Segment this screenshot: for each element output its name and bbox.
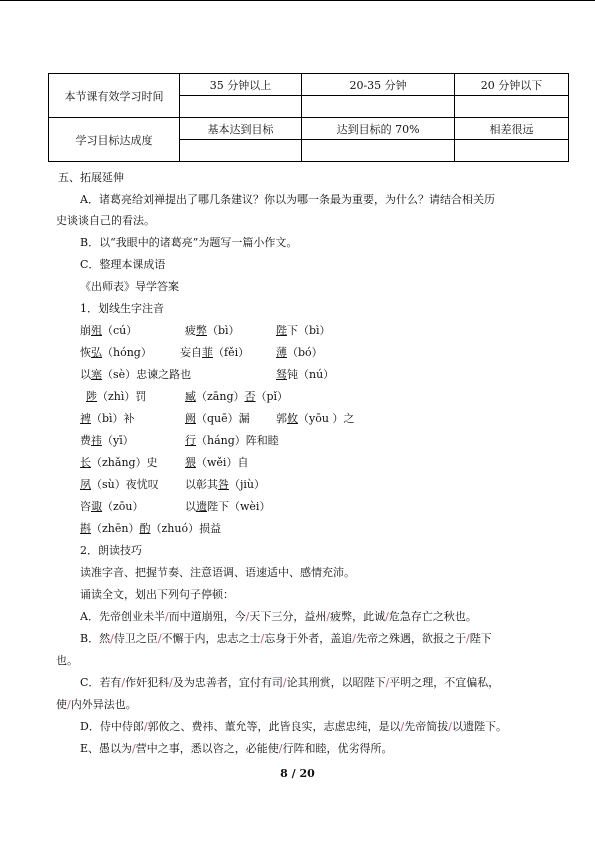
table-cell: 相差很远 bbox=[455, 118, 569, 140]
table-row-label: 学习目标达成度 bbox=[49, 118, 180, 162]
reading-instruction: 诵读全文，划出下列句子停顿： bbox=[80, 588, 234, 601]
table-cell: 20-35 分钟 bbox=[302, 74, 455, 96]
pinyin-item: 行（háng）阵和睦 bbox=[185, 434, 279, 447]
table-cell-empty bbox=[180, 140, 302, 162]
answer-title: 《出师表》导学答案 bbox=[80, 280, 179, 293]
table-cell: 达到目标的 70% bbox=[302, 118, 455, 140]
question-a-line2: 史谈谈自己的看法。 bbox=[56, 214, 155, 227]
table-row bbox=[49, 118, 569, 140]
pinyin-item: 以遗陛下（wèi） bbox=[185, 500, 271, 513]
pinyin-item: 驽钝（nú） bbox=[276, 368, 335, 381]
table-cell: 基本达到目标 bbox=[180, 118, 302, 140]
reading-tip: 读准字音、把握节奏、注意语调、语速适中、感情充沛。 bbox=[80, 566, 355, 579]
sentence-b: B．然/侍卫之臣/不懈于内，忠志之士/忘身于外者，盖追/先帝之殊遇，欲报之于/陛下 bbox=[80, 632, 492, 645]
part1-title: 1．划线生字注音 bbox=[80, 302, 164, 315]
page-top-border bbox=[0, 0, 595, 1]
pinyin-item: 恢弘（hóng） bbox=[80, 346, 152, 359]
pinyin-item: 妄自菲（fěi） bbox=[180, 346, 250, 359]
table-cell: 20 分钟以下 bbox=[455, 74, 569, 96]
table-row bbox=[49, 74, 569, 96]
part2-title: 2．朗读技巧 bbox=[80, 544, 142, 557]
evaluation-table bbox=[48, 73, 569, 162]
pinyin-item: 臧（zāng）否（pǐ） bbox=[185, 390, 289, 403]
table-cell-empty bbox=[180, 96, 302, 118]
pinyin-item: 疲弊（bì） bbox=[185, 324, 240, 337]
table-cell-empty bbox=[455, 96, 569, 118]
sentence-c: C．若有/作奸犯科/及为忠善者，宜付有司/论其刑赏，以昭陛下/平明之理，不宜偏私， bbox=[80, 676, 500, 689]
sentence-a: A．先帝创业未半/而中道崩殂，今/天下三分，益州/疲弊，此诚/危急存亡之秋也。 bbox=[80, 610, 477, 623]
section-title: 五、拓展延伸 bbox=[58, 171, 124, 184]
question-c: C．整理本课成语 bbox=[80, 258, 166, 271]
pinyin-item: 薄（bó） bbox=[276, 346, 323, 359]
table-cell-empty bbox=[455, 140, 569, 162]
question-b: B．以“我眼中的诸葛亮”为题写一篇小作文。 bbox=[80, 236, 298, 249]
sentence-d: D．侍中侍郎/郭攸之、费祎、董允等，此皆良实，志虑忠纯，是以/先帝简拔/以遗陛下。 bbox=[80, 720, 507, 733]
pinyin-item: 猥（wěi）自 bbox=[185, 456, 249, 469]
pinyin-item: 长（zhǎng）史 bbox=[80, 456, 158, 469]
pinyin-item: 以彰其咎（jiù） bbox=[185, 478, 266, 491]
pinyin-item: 崩殂（cú） bbox=[80, 324, 138, 337]
page-number: 8 / 20 bbox=[280, 767, 315, 780]
table-cell-empty bbox=[302, 96, 455, 118]
sentence-e: E、愚以为/营中之事，悉以咨之，必能使/行阵和睦，优劣得所。 bbox=[80, 742, 393, 755]
question-a-line1: A．诸葛亮给刘禅提出了哪几条建议？你以为哪一条最为重要，为什么？请结合相关历 bbox=[80, 193, 495, 206]
pinyin-item: 夙（sù）夜忧叹 bbox=[80, 478, 159, 491]
pinyin-item: 费祎（yī） bbox=[80, 434, 134, 447]
pinyin-item: 咨诹（zōu） bbox=[80, 500, 144, 513]
table-cell-empty bbox=[302, 140, 455, 162]
table-row-label: 本节课有效学习时间 bbox=[49, 74, 180, 118]
sentence-b-cont: 也。 bbox=[56, 654, 78, 667]
pinyin-item: 以塞（sè）忠谏之路也 bbox=[80, 368, 192, 381]
pinyin-item: 陟（zhì）罚 bbox=[86, 390, 147, 403]
pinyin-item: 郭攸（yōu ）之 bbox=[276, 412, 355, 425]
pinyin-item: 阙（quē）漏 bbox=[185, 412, 250, 425]
pinyin-item: 裨（bì）补 bbox=[80, 412, 135, 425]
sentence-c-cont: 使/内外异法也。 bbox=[56, 698, 137, 711]
pinyin-item: 陛下（bì） bbox=[276, 324, 331, 337]
table-cell: 35 分钟以上 bbox=[180, 74, 302, 96]
pinyin-item: 斟（zhēn）酌（zhuó）损益 bbox=[80, 522, 222, 535]
